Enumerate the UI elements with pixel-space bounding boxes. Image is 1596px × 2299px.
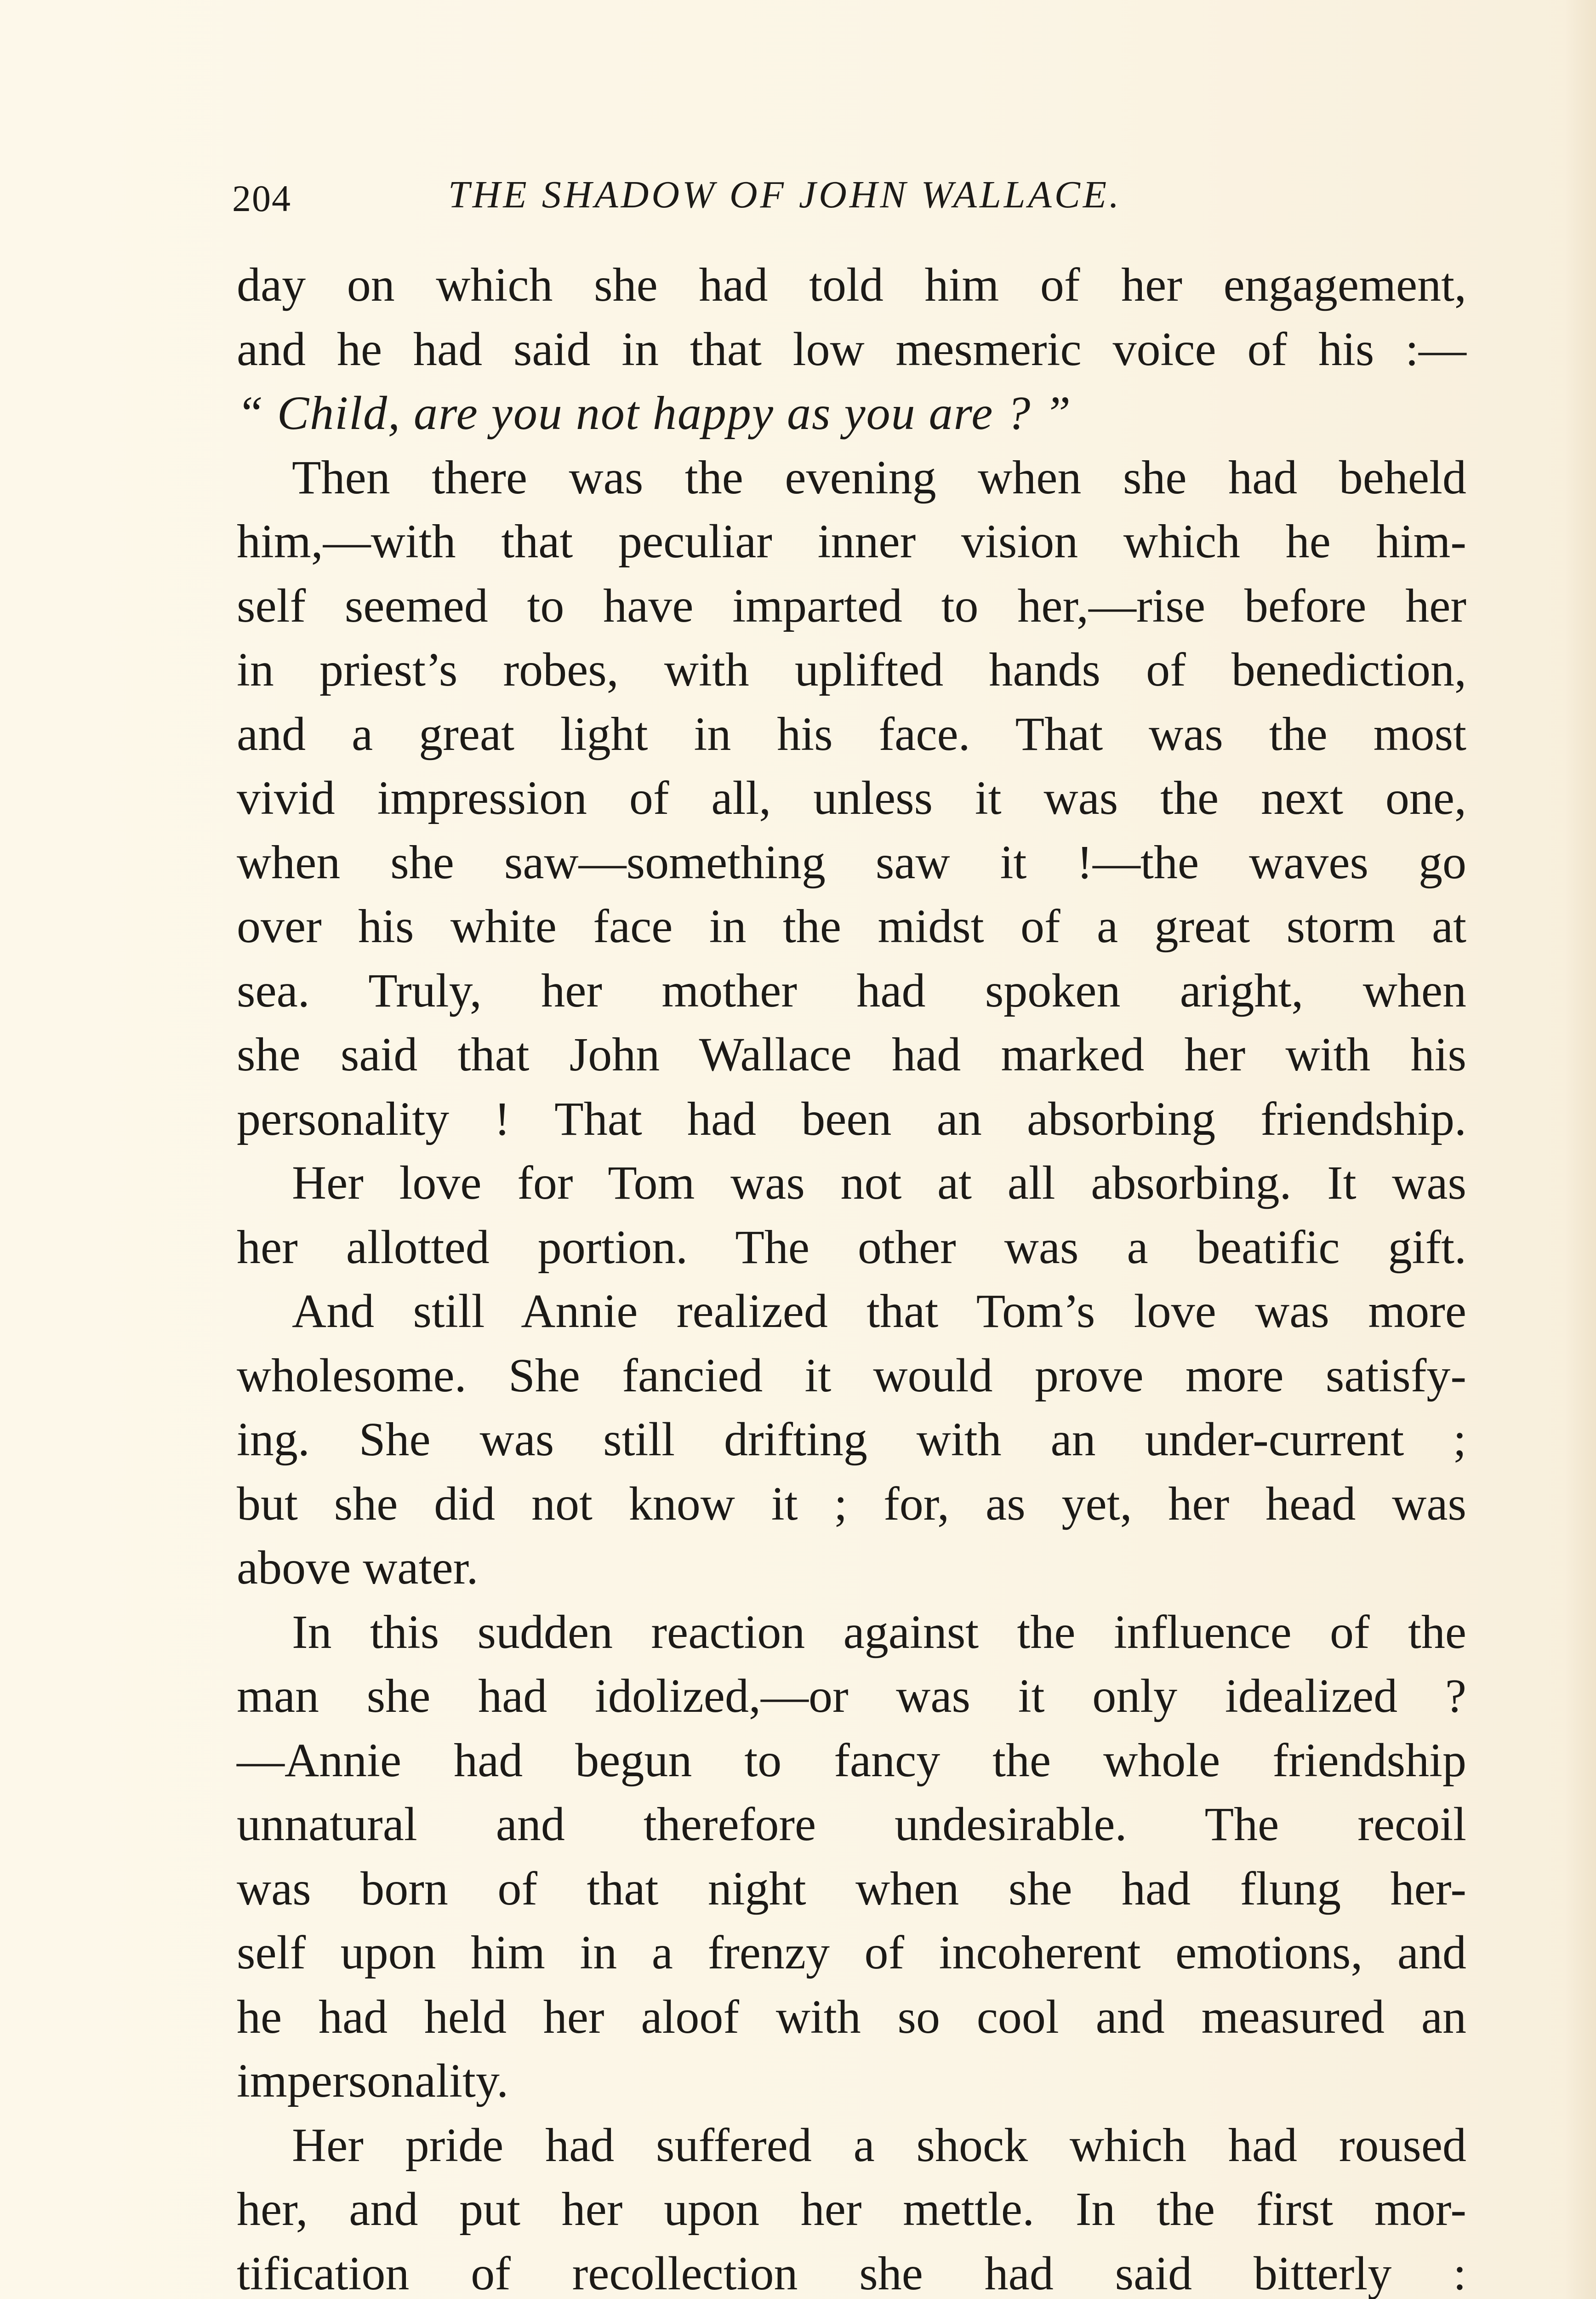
- page-header: [232, 172, 1473, 228]
- text-line: over his white face in the midst of a great storm at: [237, 900, 1466, 953]
- text-line: ing. She was still drifting with an under-current ;: [237, 1413, 1466, 1466]
- text-line: she said that John Wallace had marked her with his: [237, 1028, 1466, 1081]
- running-title: THE SHADOW OF JOHN WALLACE.: [448, 173, 1122, 216]
- text-line: self upon him in a frenzy of incoherent emotions, and: [237, 1926, 1466, 1979]
- text-line: self seemed to have imparted to her,—rise before her: [237, 579, 1466, 632]
- text-line: but she did not know it ; for, as yet, her head was: [237, 1477, 1466, 1530]
- text-line: her, and put her upon her mettle. In the first mor-: [237, 2183, 1466, 2236]
- text-line-quote: “ Child, are you not happy as you are ? ”: [237, 387, 1072, 440]
- text-line: tification of recollection she had said bitterly :: [237, 2247, 1466, 2299]
- text-line: —Annie had begun to fancy the whole friendship: [237, 1733, 1466, 1787]
- text-line: Her pride had suffered a shock which had roused: [292, 2118, 1466, 2172]
- text-line: her allotted portion. The other was a beatific gift.: [237, 1220, 1466, 1274]
- body-text: [237, 253, 1466, 2299]
- text-line: wholesome. She fancied it would prove more satisfy-: [237, 1349, 1466, 1402]
- text-line: Her love for Tom was not at all absorbing. It was: [292, 1156, 1466, 1209]
- text-line: man she had idolized,—or was it only idealized ?: [237, 1670, 1466, 1722]
- text-line: and a great light in his face. That was the most: [237, 707, 1466, 761]
- text-line: In this sudden reaction against the influence of the: [292, 1605, 1466, 1658]
- text-line: personality ! That had been an absorbing friendship.: [237, 1092, 1466, 1145]
- text-line: him,—with that peculiar inner vision which he him-: [237, 515, 1466, 568]
- text-line: and he had said in that low mesmeric voice of his :—: [237, 322, 1466, 376]
- text-line: impersonality.: [237, 2054, 509, 2107]
- text-line: day on which she had told him of her engagement,: [237, 258, 1466, 311]
- text-line: vivid impression of all, unless it was the next one,: [237, 772, 1466, 824]
- text-line: And still Annie realized that Tom’s love was more: [292, 1285, 1466, 1338]
- text-line: was born of that night when she had flung her-: [237, 1862, 1466, 1915]
- text-line: he had held her aloof with so cool and measured an: [237, 1990, 1466, 2043]
- text-line: when she saw—something saw it !—the waves go: [237, 835, 1466, 889]
- page-number: 204: [232, 177, 291, 219]
- page-edge-shadow: [1564, 0, 1596, 2299]
- text-line: Then there was the evening when she had beheld: [292, 451, 1466, 504]
- text-line: in priest’s robes, with uplifted hands of benediction,: [237, 643, 1466, 696]
- text-line: above water.: [237, 1541, 479, 1594]
- text-line: unnatural and therefore undesirable. The recoil: [237, 1798, 1466, 1851]
- text-line: sea. Truly, her mother had spoken aright, when: [237, 964, 1466, 1017]
